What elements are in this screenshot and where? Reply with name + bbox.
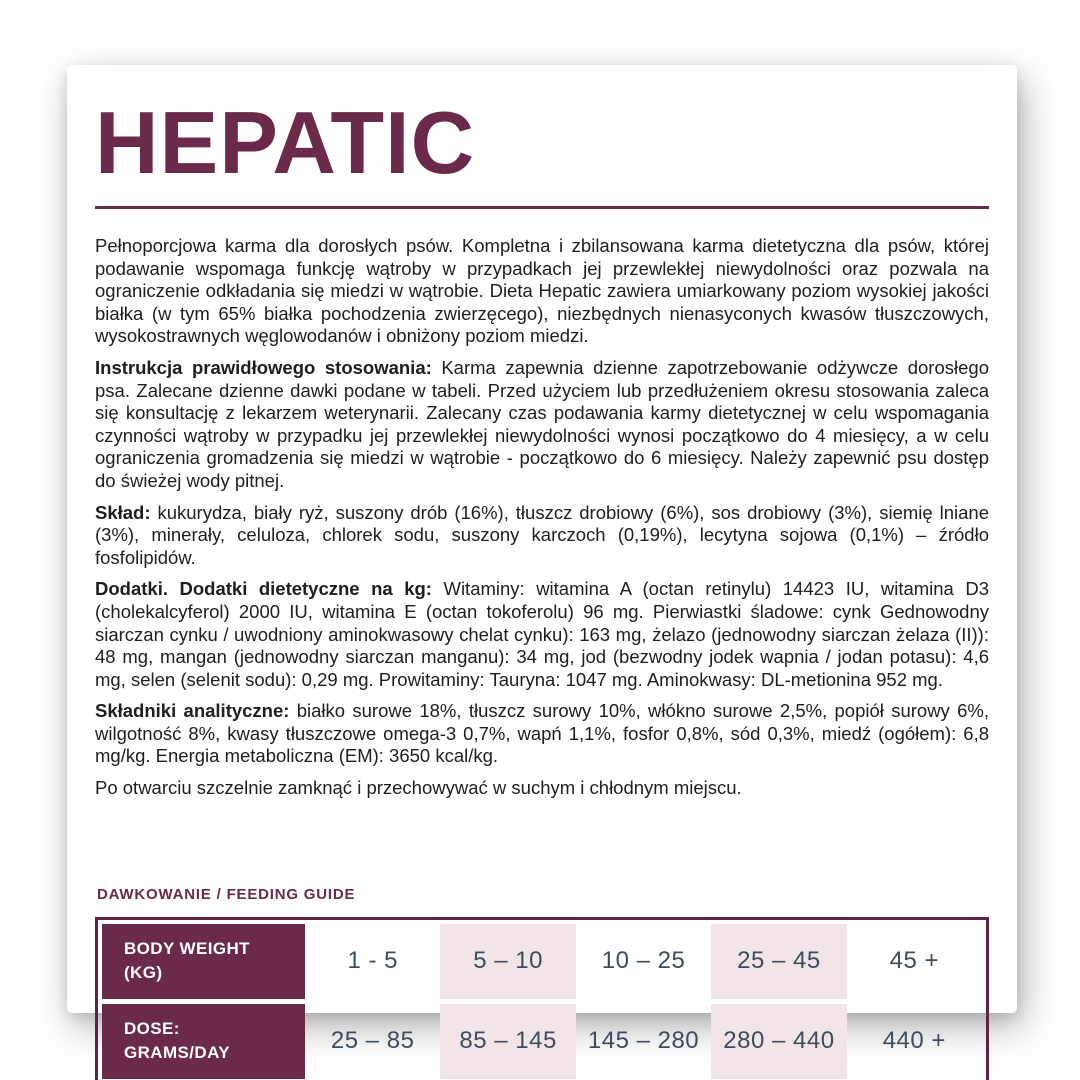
paragraph-text: Pełnoporcjowa karma dla dorosłych psów. Kompletna i zbilansowana karma dietetyczna dla psów, której podawanie wspomaga funkcję wątroby w przypadkach jej przewlekłej niewydolności oraz pozwala na ograniczenie odkładania się miedzi w wątrobie. Dieta Hepatic zawiera umiarkowany poziom wysokiej jakości białka (w tym 65% białka pochodzenia zwierzęcego), niezbędnych nienasyconych kwasów tłuszczowych, wysokostrawnych węglowodanów i obniżony poziom miedzi. [95, 235, 989, 347]
dose-range-cell: 440 + [882, 1027, 946, 1055]
weight-range-cell: 1 - 5 [347, 947, 398, 975]
label-line: BODY WEIGHT [124, 938, 250, 958]
dose-row [102, 1004, 982, 1079]
weight-range-cell: 45 + [889, 947, 940, 975]
paragraph-lead: Instrukcja prawidłowego stosowania: [95, 356, 432, 378]
dose-label-cell [102, 1004, 305, 1079]
body-weight-label-cell [102, 924, 305, 999]
dose-range-cell: 145 – 280 [587, 1027, 700, 1055]
weight-range-cell: 5 – 10 [440, 924, 575, 999]
paragraph-lead: Składniki analityczne: [95, 700, 290, 722]
dose-range-cell: 25 – 85 [330, 1027, 415, 1055]
storage-note [95, 777, 989, 800]
description-paragraph [95, 235, 989, 348]
feeding-guide-heading: DAWKOWANIE / FEEDING GUIDE [97, 885, 356, 903]
weight-range-cell: 10 – 25 [601, 947, 686, 975]
usage-instructions-paragraph [95, 357, 989, 493]
paragraph-text: kukurydza, biały ryż, suszony drób (16%), tłuszcz drobiowy (6%), sos drobiowy (3%), siemię lniane (3%), minerały, celuloza, chlorek sodu, suszony karczoch (0,19%), lecytyna sojowa (0,1%) – źródło fosfolipidów. [95, 501, 989, 568]
paragraph-text: Karma zapewnia dzienne zapotrzebowanie odżywcze dorosłego psa. Zalecane dzienne dawki podane w tabeli. Przed użyciem lub przedłużeniem okresu stosowania zaleca się konsultację z lekarzem weterynarii. Zalecany czas podawania karmy dietetycznej w celu wspomagania czynności wątroby w przypadku jej przewlekłej niewydolności wynosi początkowo do 4 miesięcy, a w celu ograniczenia gromadzenia się miedzi w wątrobie - początkowo do 6 miesięcy. Należy zapewnić psu dostęp do świeżej wody pitnej. [95, 356, 989, 491]
weight-range-cell: 25 – 45 [711, 924, 846, 999]
paragraph-lead: Dodatki. Dodatki dietetyczne na kg: [95, 578, 432, 600]
label-line: (KG) [124, 963, 163, 983]
dose-range-cell: 280 – 440 [711, 1004, 846, 1079]
paragraph-text: białko surowe 18%, tłuszcz surowy 10%, włókno surowe 2,5%, popiół surowy 6%, wilgotność 8%, kwasy tłuszczowe omega-3 0,7%, wapń 1,1%, fosfor 0,8%, sód 0,3%, miedź (ogółem): 6,8 mg/kg. Energia metaboliczna (EM): 3650 kcal/kg. [95, 700, 989, 767]
product-title: HEPATIC [95, 93, 476, 192]
body-weight-row [102, 924, 982, 999]
paragraph-text: Witaminy: witamina A (octan retinylu) 14423 IU, witamina D3 (cholekalcyferol) 2000 IU, witamina E (octan tokoferolu) 96 mg. Pierwiastki śladowe: cynk Gednowodny siarczan cynku / uwodniony aminokwasowy chelat cynku): 163 mg, żelazo (jednowodny siarczan żelaza (II)): 48 mg, mangan (jednowodny siarczan manganu): 34 mg, jod (bezwodny jodek wapnia / jodan potasu): 4,6 mg, selen (selenit sodu): 0,29 mg. Prowitaminy: Tauryna: 1047 mg. Aminokwasy: DL-metionina 952 mg. [95, 578, 989, 690]
feeding-guide-section [95, 886, 989, 1080]
paragraph-text: Po otwarciu szczelnie zamknąć i przechowywać w suchym i chłodnym miejscu. [95, 777, 742, 799]
additives-paragraph [95, 578, 989, 691]
product-label-card [67, 65, 1017, 1063]
feeding-guide-table [95, 917, 989, 1080]
label-line: GRAMS/DAY [124, 1043, 230, 1063]
paragraph-lead: Skład: [95, 501, 151, 523]
title-divider [95, 206, 989, 209]
label-body-text [95, 235, 989, 800]
composition-paragraph [95, 502, 989, 570]
label-line: DOSE: [124, 1018, 180, 1038]
dose-range-cell: 85 – 145 [440, 1004, 575, 1079]
analytical-constituents-paragraph [95, 700, 989, 768]
